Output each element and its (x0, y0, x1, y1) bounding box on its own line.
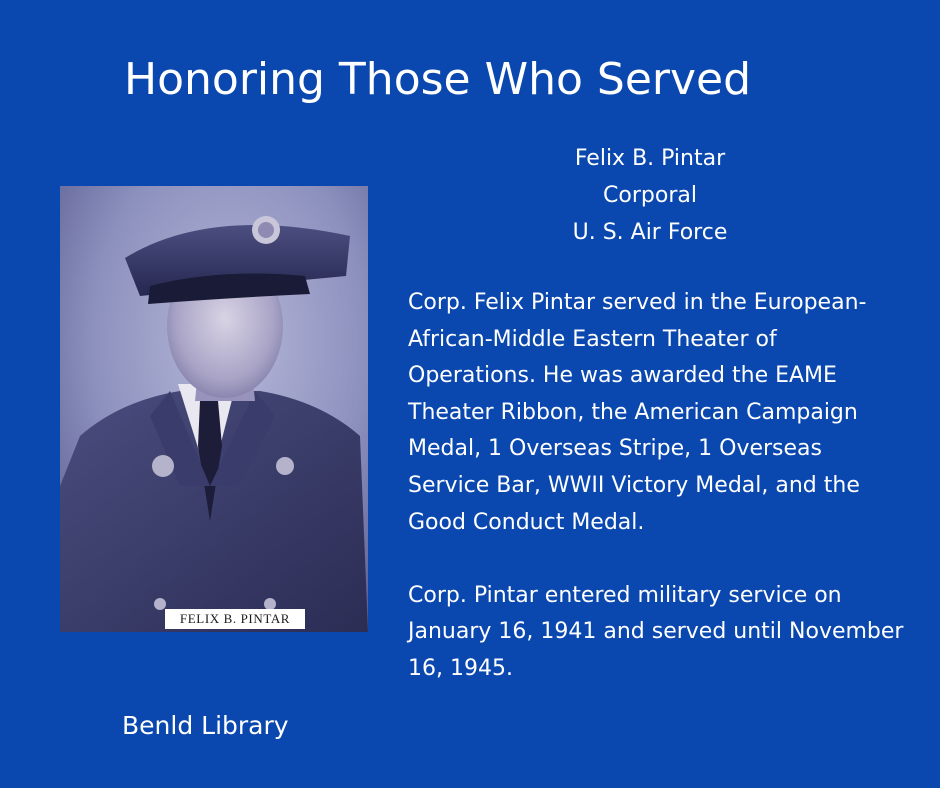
bio-paragraph-dates: Corp. Pintar entered military service on January 16, 1941 and served until November 16, 1945. (408, 582, 904, 681)
photo-caption: FELIX B. PINTAR (165, 609, 305, 629)
honoree-name: Felix B. Pintar (574, 146, 726, 171)
honoree-biography (408, 285, 908, 688)
portrait-image (60, 186, 368, 632)
honoree-identity (520, 140, 780, 251)
page-title: Honoring Those Who Served (124, 54, 752, 105)
bio-paragraph-service: Corp. Felix Pintar served in the European-African-Middle Eastern Theater of Operations. He was awarded the EAME Theater Ribbon, the American Campaign Medal, 1 Overseas Stripe, 1 Overseas Service Bar, WWII Victory Medal, and the Good Conduct Medal. (408, 290, 867, 535)
portrait-photo (60, 186, 368, 632)
honoree-rank: Corporal (603, 183, 697, 208)
honoree-branch: U. S. Air Force (572, 220, 728, 245)
library-credit: Benld Library (122, 711, 289, 740)
